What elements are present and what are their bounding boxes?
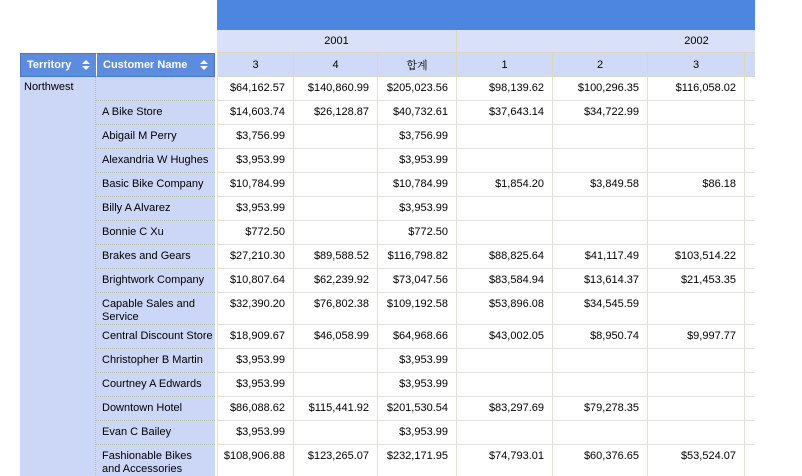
- amount-cell: $3,953.99: [217, 349, 294, 373]
- amount-cell: [745, 421, 755, 445]
- amount-cell: $86,088.62: [217, 397, 294, 421]
- table-row: [20, 373, 755, 397]
- period-header-2002-q3: 3: [648, 53, 745, 77]
- amount-cell: [457, 421, 553, 445]
- amount-cell: $3,953.99: [378, 149, 457, 173]
- amount-cell: $10,807.64: [217, 269, 294, 293]
- amount-cell: [648, 197, 745, 221]
- amount-cell: $62,239.92: [294, 269, 378, 293]
- sort-desc-icon: [82, 66, 90, 70]
- amount-cell: [553, 149, 648, 173]
- territory-cell: Northwest: [20, 77, 96, 476]
- sort-asc-icon: [200, 60, 208, 64]
- amount-cell: $123,265.07: [294, 445, 378, 476]
- amount-cell: [745, 245, 755, 269]
- territory-column-header[interactable]: [20, 53, 96, 77]
- period-header-2002-q4: [745, 53, 755, 77]
- territory-header-label: Territory: [27, 59, 72, 71]
- amount-cell: $46,058.99: [294, 325, 378, 349]
- customer-name-cell: Capable Sales and Service: [96, 293, 215, 325]
- amount-cell: [553, 125, 648, 149]
- customer-name-cell: Brightwork Company: [96, 269, 215, 293]
- amount-cell: $109,192.58: [378, 293, 457, 325]
- amount-cell: $60,376.65: [553, 445, 648, 476]
- table-row: [20, 101, 755, 125]
- corner-blank: [20, 30, 217, 53]
- customer-header-label: Customer Name: [103, 59, 188, 71]
- sort-icon[interactable]: [82, 60, 90, 70]
- table-row: [20, 245, 755, 269]
- amount-cell: [294, 197, 378, 221]
- amount-cell: $13,614.37: [553, 269, 648, 293]
- amount-cell: $43,002.05: [457, 325, 553, 349]
- amount-cell: [745, 173, 755, 197]
- customer-name-cell: A Bike Store: [96, 101, 215, 125]
- amount-cell: $772.50: [378, 221, 457, 245]
- amount-cell: $232,171.95: [378, 445, 457, 476]
- amount-cell: $3,953.99: [378, 373, 457, 397]
- table-row: [20, 445, 755, 476]
- amount-cell: [457, 349, 553, 373]
- amount-cell: $83,297.69: [457, 397, 553, 421]
- amount-cell: $74,793.01: [457, 445, 553, 476]
- period-header-2001-q4: 4: [294, 53, 378, 77]
- amount-cell: [294, 125, 378, 149]
- data-header-band: [217, 0, 755, 30]
- corner-blank: [20, 0, 217, 30]
- amount-cell: $37,643.14: [457, 101, 553, 125]
- amount-cell: $88,825.64: [457, 245, 553, 269]
- amount-cell: $14,603.74: [217, 101, 294, 125]
- amount-cell: [745, 125, 755, 149]
- customer-name-cell: Fashionable Bikes and Accessories: [96, 445, 215, 476]
- amount-cell: $76,802.38: [294, 293, 378, 325]
- amount-cell: [745, 325, 755, 349]
- amount-cell: $26,128.87: [294, 101, 378, 125]
- customer-name-cell: Alexandria W Hughes: [96, 149, 215, 173]
- amount-cell: [745, 397, 755, 421]
- amount-cell: $18,909.67: [217, 325, 294, 349]
- table-row: [20, 349, 755, 373]
- period-header-2002-q2: 2: [553, 53, 648, 77]
- amount-cell: [648, 101, 745, 125]
- amount-cell: $41,117.49: [553, 245, 648, 269]
- amount-cell: [745, 149, 755, 173]
- table-row: [20, 221, 755, 245]
- amount-cell: $3,953.99: [378, 349, 457, 373]
- amount-cell: [648, 221, 745, 245]
- amount-cell: $73,047.56: [378, 269, 457, 293]
- sort-asc-icon: [82, 60, 90, 64]
- amount-cell: [745, 349, 755, 373]
- customer-name-cell: Courtney A Edwards: [96, 373, 215, 397]
- customer-name-cell: Brakes and Gears: [96, 245, 215, 269]
- amount-cell: $9,997.77: [648, 325, 745, 349]
- amount-cell: [648, 125, 745, 149]
- amount-cell: $772.50: [217, 221, 294, 245]
- amount-cell: [648, 149, 745, 173]
- amount-cell: $10,784.99: [378, 173, 457, 197]
- amount-cell: [294, 421, 378, 445]
- amount-cell: $8,950.74: [553, 325, 648, 349]
- amount-cell: $1,854.20: [457, 173, 553, 197]
- year-group-2002: 2002: [457, 30, 755, 53]
- amount-cell: [294, 173, 378, 197]
- amount-cell: $53,524.07: [648, 445, 745, 476]
- amount-cell: [457, 221, 553, 245]
- amount-cell: [648, 397, 745, 421]
- table-row: [20, 421, 755, 445]
- amount-cell: $86.18: [648, 173, 745, 197]
- customer-name-cell: Downtown Hotel: [96, 397, 215, 421]
- amount-cell: [294, 349, 378, 373]
- amount-cell: [648, 293, 745, 325]
- amount-cell: $3,953.99: [217, 149, 294, 173]
- amount-cell: [745, 101, 755, 125]
- amount-cell: $116,798.82: [378, 245, 457, 269]
- table-row: [20, 269, 755, 293]
- amount-cell: $3,953.99: [217, 373, 294, 397]
- amount-cell: [457, 373, 553, 397]
- amount-cell: $205,023.56: [378, 77, 457, 101]
- period-header-2001-q3: 3: [217, 53, 294, 77]
- amount-cell: $103,514.22: [648, 245, 745, 269]
- sort-icon[interactable]: [200, 60, 208, 70]
- amount-cell: [294, 373, 378, 397]
- period-header-2001-total: 합계: [378, 53, 457, 77]
- customer-name-cell: Basic Bike Company: [96, 173, 215, 197]
- customer-name-cell: Central Discount Store: [96, 325, 215, 349]
- amount-cell: [745, 197, 755, 221]
- amount-cell: $64,968.66: [378, 325, 457, 349]
- customer-name-column-header[interactable]: [96, 53, 215, 77]
- table-row: [20, 125, 755, 149]
- customer-name-cell: Bonnie C Xu: [96, 221, 215, 245]
- amount-cell: $27,210.30: [217, 245, 294, 269]
- amount-cell: [745, 221, 755, 245]
- amount-cell: [745, 293, 755, 325]
- amount-cell: [553, 221, 648, 245]
- amount-cell: $3,756.99: [217, 125, 294, 149]
- amount-cell: [457, 125, 553, 149]
- amount-cell: [294, 221, 378, 245]
- amount-cell: [648, 373, 745, 397]
- amount-cell: $21,453.35: [648, 269, 745, 293]
- amount-cell: $140,860.99: [294, 77, 378, 101]
- amount-cell: $108,906.88: [217, 445, 294, 476]
- amount-cell: [294, 149, 378, 173]
- amount-cell: $3,953.99: [217, 197, 294, 221]
- year-group-2001: 2001: [217, 30, 457, 53]
- table-row: [20, 197, 755, 221]
- amount-cell: [648, 349, 745, 373]
- customer-name-cell: [96, 77, 215, 101]
- amount-cell: $115,441.92: [294, 397, 378, 421]
- amount-cell: [553, 197, 648, 221]
- amount-cell: $53,896.08: [457, 293, 553, 325]
- amount-cell: $3,953.99: [378, 197, 457, 221]
- amount-cell: [553, 373, 648, 397]
- amount-cell: $10,784.99: [217, 173, 294, 197]
- amount-cell: $100,296.35: [553, 77, 648, 101]
- amount-cell: [745, 373, 755, 397]
- amount-cell: [553, 421, 648, 445]
- amount-cell: $34,545.59: [553, 293, 648, 325]
- amount-cell: [745, 445, 755, 476]
- table-row: [20, 397, 755, 421]
- amount-cell: $89,588.52: [294, 245, 378, 269]
- amount-cell: [457, 149, 553, 173]
- pivot-grid-viewport: [20, 0, 755, 476]
- customer-name-cell: Christopher B Martin: [96, 349, 215, 373]
- table-row: [20, 325, 755, 349]
- amount-cell: [745, 269, 755, 293]
- table-row: [20, 173, 755, 197]
- amount-cell: [648, 421, 745, 445]
- amount-cell: $3,849.58: [553, 173, 648, 197]
- sort-desc-icon: [200, 66, 208, 70]
- pivot-grid: [20, 0, 755, 476]
- table-row: [20, 293, 755, 325]
- table-row: [20, 149, 755, 173]
- customer-name-cell: Abigail M Perry: [96, 125, 215, 149]
- amount-cell: [553, 349, 648, 373]
- amount-cell: $32,390.20: [217, 293, 294, 325]
- amount-cell: $116,058.02: [648, 77, 745, 101]
- amount-cell: $34,722.99: [553, 101, 648, 125]
- amount-cell: $83,584.94: [457, 269, 553, 293]
- amount-cell: [745, 77, 755, 101]
- amount-cell: $64,162.57: [217, 77, 294, 101]
- amount-cell: $40,732.61: [378, 101, 457, 125]
- amount-cell: [457, 197, 553, 221]
- amount-cell: $79,278.35: [553, 397, 648, 421]
- amount-cell: $3,953.99: [378, 421, 457, 445]
- amount-cell: $201,530.54: [378, 397, 457, 421]
- period-header-2002-q1: 1: [457, 53, 553, 77]
- customer-name-cell: Billy A Alvarez: [96, 197, 215, 221]
- amount-cell: $98,139.62: [457, 77, 553, 101]
- amount-cell: $3,756.99: [378, 125, 457, 149]
- amount-cell: $3,953.99: [217, 421, 294, 445]
- customer-name-cell: Evan C Bailey: [96, 421, 215, 445]
